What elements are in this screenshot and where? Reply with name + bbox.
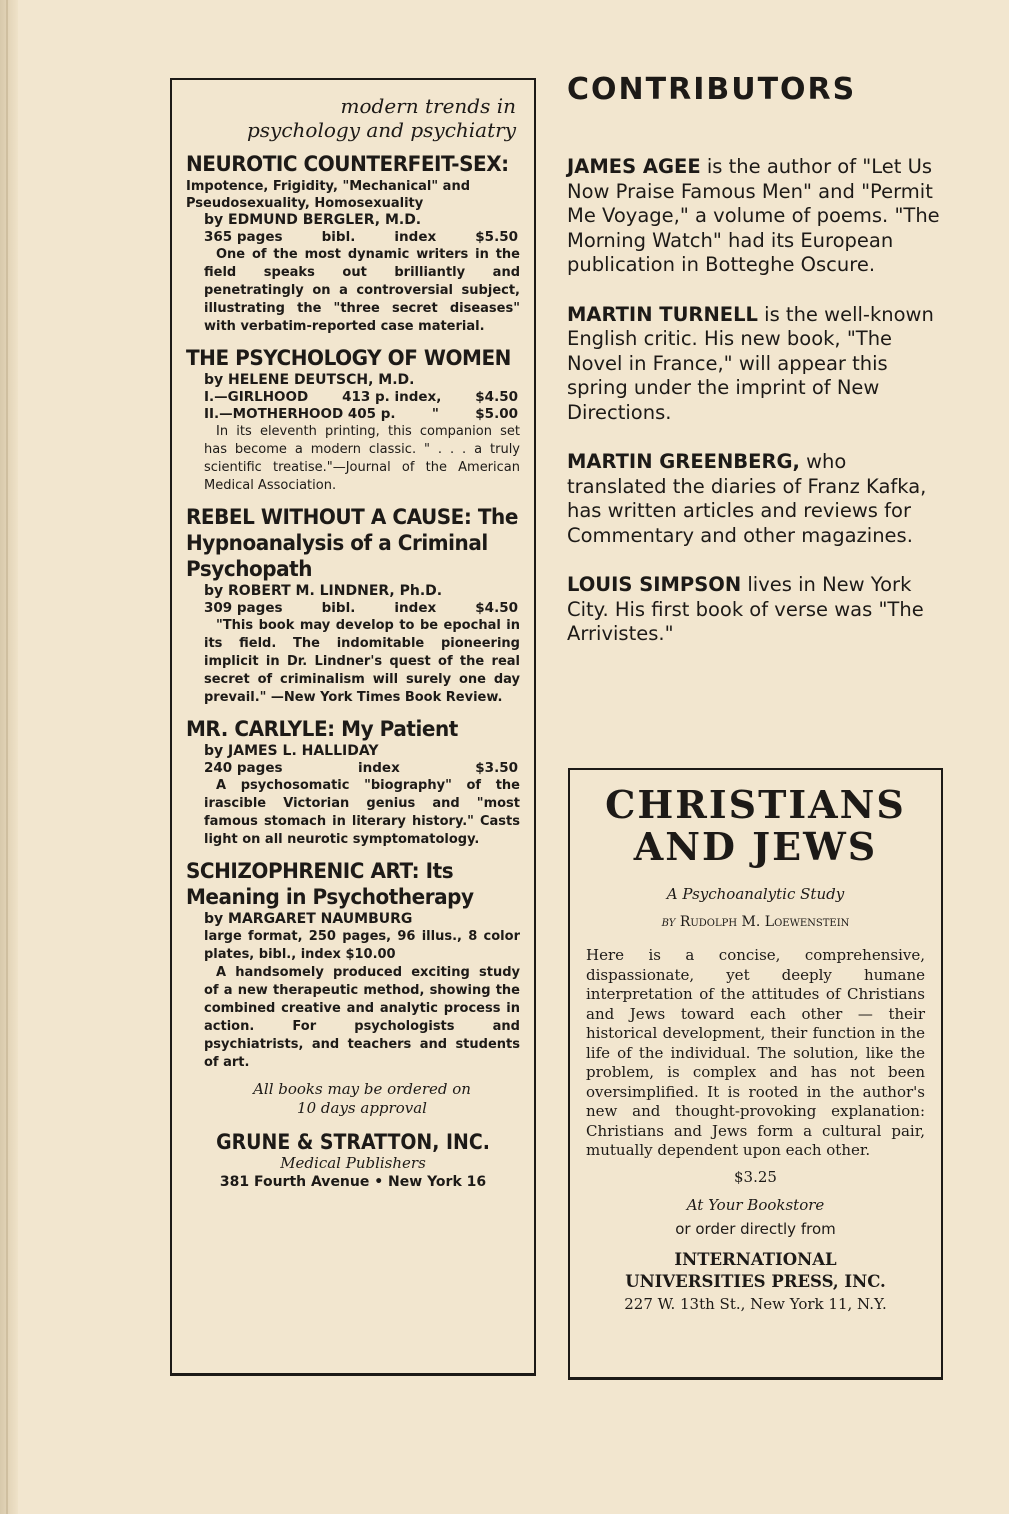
contributor-name: MARTIN TURNELL: [567, 302, 758, 326]
ad-book-subtitle: A Psychoanalytic Study: [666, 885, 845, 903]
publisher-address: 381 Fourth Avenue • New York 16: [219, 1174, 487, 1190]
bibl-label: bibl.: [321, 600, 356, 616]
volume-row-2: [186, 406, 520, 423]
book-meta: [186, 760, 520, 777]
index-label: index: [394, 229, 437, 245]
page-edge: [0, 0, 18, 1514]
publisher-subtitle: Medical Publishers: [280, 1154, 426, 1172]
press-address: 227 W. 13th St., New York 11, N.Y.: [624, 1294, 887, 1313]
volume-ditto: ": [431, 406, 439, 422]
contributor-entry: [567, 155, 947, 278]
book-subtitle: Impotence, Frigidity, "Mechanical" and Pseudosexuality, Homosexuality: [186, 179, 471, 211]
contributors-heading: CONTRIBUTORS: [567, 72, 857, 107]
approval-note: [186, 1080, 520, 1118]
book-entry-mr-carlyle: [186, 717, 520, 849]
index-label: index: [358, 760, 400, 776]
page-count: 365 pages: [204, 229, 283, 245]
series-title: [186, 94, 520, 142]
book-price: $5.50: [475, 229, 518, 245]
press-line-2: UNIVERSITIES PRESS, INC.: [625, 1271, 886, 1291]
book-title: MR. CARLYLE: My Patient: [186, 717, 458, 742]
book-title: SCHIZOPHRENIC ART: Its Meaning in Psychotherapy: [186, 859, 474, 910]
title-line-1: CHRISTIANS: [605, 782, 906, 827]
volume-name: II.—MOTHERHOOD 405 p.: [204, 406, 396, 422]
book-meta: large format, 250 pages, 96 illus., 8 color plates, bibl., index $10.00: [204, 929, 520, 962]
book-meta: [186, 229, 520, 246]
contributor-entry: [567, 573, 947, 647]
book-title: NEUROTIC COUNTERFEIT-SEX:: [186, 152, 509, 177]
press-line-1: INTERNATIONAL: [674, 1249, 837, 1269]
book-author: by JAMES L. HALLIDAY: [204, 743, 379, 759]
contributor-entry: [567, 450, 947, 548]
book-entry-schizophrenic-art: [186, 859, 520, 1072]
margin-line: [6, 0, 8, 1514]
contributor-entry: [567, 303, 947, 426]
ad-book-author: [586, 912, 925, 932]
contributor-name: LOUIS SIMPSON: [567, 573, 742, 596]
bibl-label: bibl.: [321, 229, 356, 245]
book-description: One of the most dynamic writers in the field speaks out brilliantly and penetratingly on a controversial subject, illustrating the "three secret diseases" with verbatim-reported case material.: [204, 247, 520, 334]
book-entry-neurotic-counterfeit-sex: [186, 152, 520, 336]
publisher-name: GRUNE & STRATTON, INC.: [216, 1130, 490, 1154]
book-author: by EDMUND BERGLER, M.D.: [204, 212, 422, 228]
bookstore-note: At Your Bookstore: [686, 1195, 825, 1214]
ad-book-price: $3.25: [734, 1167, 777, 1186]
volume-row-1: [186, 389, 520, 406]
book-description: "This book may develop to be epochal in its field. The indomitable pioneering implicit in Dr. Lindner's quest of the real secret of criminalism will surely one day prevail." —New York Times Book Review.: [204, 618, 520, 705]
series-line-1: modern trends in: [340, 94, 516, 118]
book-description: A psychosomatic "biography" of the irascible Victorian genius and "most famous stomach in literary history." Casts light on all neurotic symptomatology.: [204, 778, 520, 847]
page-count: 240 pages: [204, 760, 283, 776]
book-meta: [186, 600, 520, 617]
approval-line-1: All books may be ordered on: [253, 1080, 471, 1098]
approval-line-2: 10 days approval: [297, 1099, 427, 1117]
author-prefix: by: [661, 914, 676, 930]
volume-pages: 413 p. index,: [342, 389, 442, 405]
book-author: by HELENE DEUTSCH, M.D.: [204, 372, 415, 388]
book-entry-psychology-of-women: [186, 346, 520, 495]
book-author: by ROBERT M. LINDNER, Ph.D.: [204, 583, 443, 599]
book-title: THE PSYCHOLOGY OF WOMEN: [186, 346, 511, 371]
book-author: by MARGARET NAUMBURG: [204, 911, 413, 927]
christians-and-jews-advertisement: [568, 768, 943, 1380]
contributor-bio: lives in New York City. His first book of verse was "The Arrivistes.": [567, 573, 924, 645]
order-note: or order directly from: [675, 1219, 836, 1238]
contributor-name: MARTIN GREENBERG,: [567, 450, 800, 473]
contributor-bio: is the author of "Let Us Now Praise Famous Men" and "Permit Me Voyage," a volume of poems. "The Morning Watch" had its European publication in Botteghe Oscure.: [567, 155, 940, 276]
book-entry-rebel-without-a-cause: [186, 505, 520, 707]
volume-name: I.—GIRLHOOD: [204, 389, 309, 405]
book-title: REBEL WITHOUT A CAUSE: The Hypnoanalysis of a Criminal Psychopath: [186, 505, 518, 582]
index-label: index: [394, 600, 437, 616]
title-line-2: AND JEWS: [633, 824, 878, 869]
grune-stratton-advertisement: [170, 78, 536, 1376]
page-count: 309 pages: [204, 600, 283, 616]
contributor-bio: who translated the diaries of Franz Kafka, has written articles and reviews for Commentary and other magazines.: [567, 450, 927, 547]
book-description: A handsomely produced exciting study of a new therapeutic method, showing the combined creative and analytic process in action. For psychologists and psychiatrists, and teachers and students of art.: [204, 965, 520, 1070]
book-price: $3.50: [475, 760, 518, 776]
book-price: $4.50: [475, 600, 518, 616]
author-name: Rudolph M. Loewenstein: [679, 914, 850, 930]
contributors-section: [567, 72, 947, 672]
ad-book-description: Here is a concise, comprehensive, dispassionate, yet deeply humane interpretation of the attitudes of Christians and Jews toward each other — their historical development, their function in the life of the individual. The solution, like the problem, is complex and has not been oversimplified. It is rooted in the author's new and thought-provoking explanation: Christians and Jews form a cultural pair, mutually dependent upon each other.: [586, 946, 925, 1159]
contributor-bio: is the well-known English critic. His new book, "The Novel in France," will appear this spring under the imprint of New Directions.: [567, 302, 934, 424]
contributor-name: JAMES AGEE: [567, 155, 701, 178]
ad-book-title: [586, 784, 925, 868]
volume-price: $4.50: [475, 389, 518, 405]
volume-price: $5.00: [475, 406, 518, 422]
book-description: In its eleventh printing, this companion set has become a modern classic. " . . . a truly scientific treatise."—Journal of the American Medical Association.: [204, 424, 520, 493]
press-name: [586, 1249, 925, 1293]
series-line-2: psychology and psychiatry: [246, 118, 516, 142]
